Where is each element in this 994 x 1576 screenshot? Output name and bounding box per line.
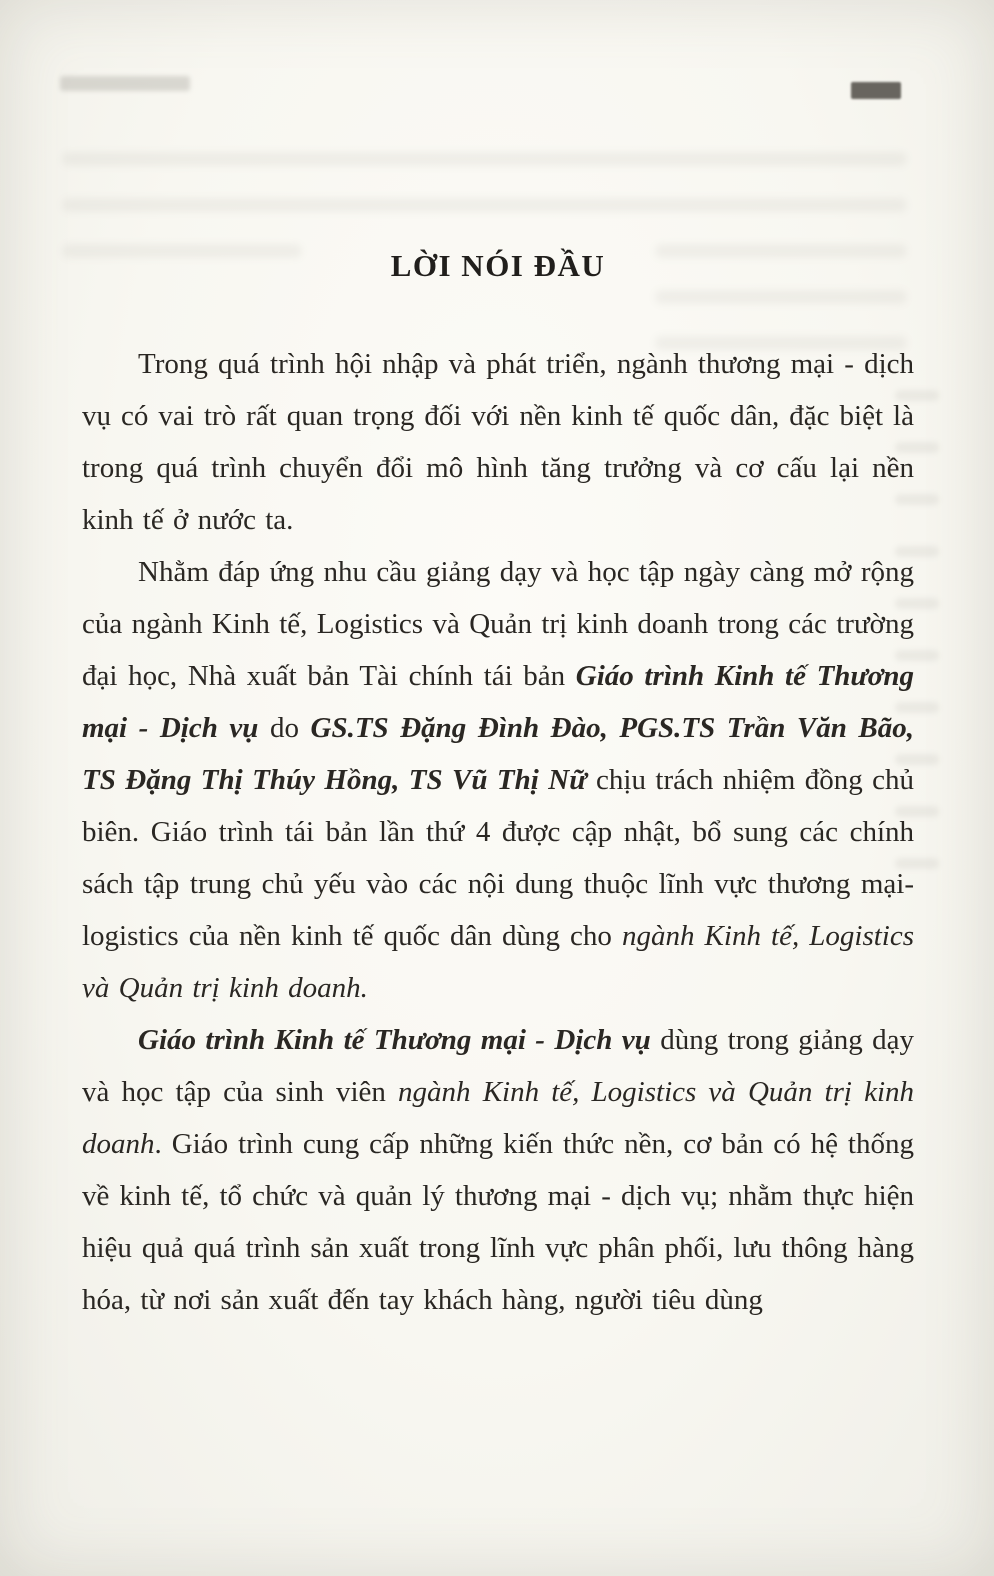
- text-run: Giáo trình Kinh tế Thương mại - Dịch vụ: [138, 1024, 651, 1056]
- text-run: Giáo trình Kinh tế Thương mại - Dịch vụ: [82, 660, 914, 744]
- paragraph-purpose: [82, 1014, 914, 1326]
- text-run: Nhằm đáp ứng nhu cầu giảng dạy và học tập ngày càng mở rộng của ngành Kinh tế, Logistics và Quản trị kinh doanh trong các trường đại học, Nhà xuất bản Tài chính tái bản: [82, 556, 914, 692]
- page-title: LỜI NÓI ĐẦU: [390, 248, 606, 283]
- text-run: do: [258, 712, 311, 744]
- text-run: dùng trong giảng dạy và học tập của sinh viên: [82, 1024, 914, 1108]
- bleed-through-running-head: [60, 76, 190, 91]
- text-run: ngành Kinh tế, Logistics và Quản trị kinh doanh.: [82, 920, 915, 1004]
- paragraph-intro: [82, 338, 914, 546]
- text-run: chịu trách nhiệm đồng chủ biên. Giáo trình tái bản lần thứ 4 được cập nhật, bổ sung các chính sách tập trung chủ yếu vào các nội dung thuộc lĩnh vực thương mại- logistics của nền kinh tế quốc dân dùng cho: [82, 764, 915, 952]
- bleed-through-line: [62, 198, 907, 212]
- page-content: [82, 248, 914, 1326]
- bleed-through-line: [62, 152, 907, 166]
- text-run: . Giáo trình cung cấp những kiến thức nền, cơ bản có hệ thống về kinh tế, tổ chức và quản lý thương mại - dịch vụ; nhằm thực hiện hiệu quả quá trình sản xuất trong lĩnh vực phân phối, lưu thông hàng hóa, từ nơi sản xuất đến tay khách hàng, người tiêu dùng: [82, 1128, 914, 1316]
- text-run: GS.TS Đặng Đình Đào, PGS.TS Trần Văn Bão, TS Đặng Thị Thúy Hồng, TS Vũ Thị Nữ: [82, 712, 914, 796]
- page-corner-ink-mark: [851, 82, 901, 99]
- paragraph-publication: [82, 546, 914, 1014]
- text-run: Trong quá trình hội nhập và phát triển, ngành thương mại - dịch vụ có vai trò rất quan trọng đối với nền kinh tế quốc dân, đặc biệt là trong quá trình chuyển đổi mô hình tăng trưởng và cơ cấu lại nền kinh tế ở nước ta.: [82, 348, 914, 536]
- text-run: ngành Kinh tế, Logistics và Quản trị kinh doanh: [82, 1076, 915, 1160]
